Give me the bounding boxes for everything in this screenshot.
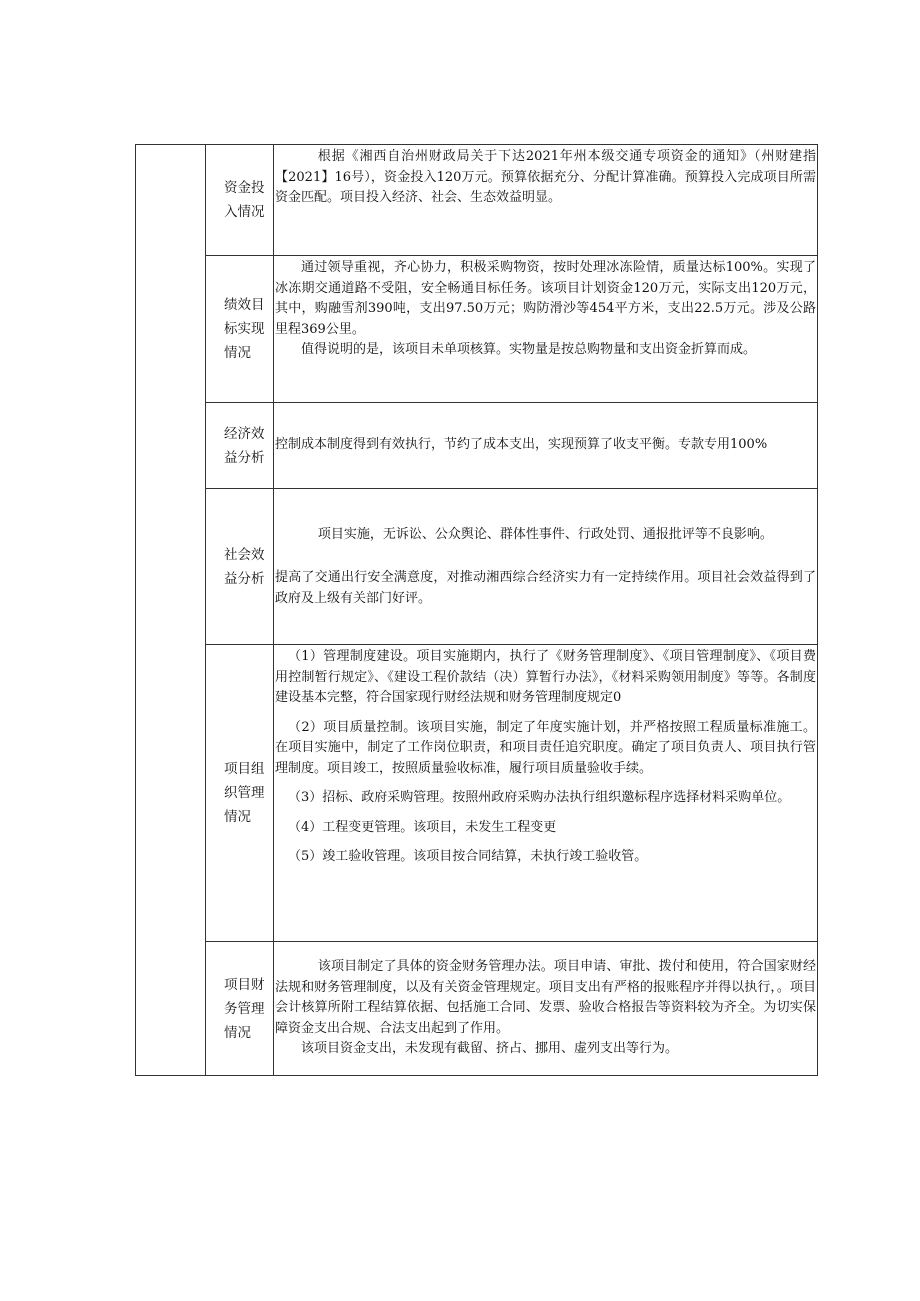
- performance-evaluation-table: [135, 144, 818, 1076]
- table-row: [136, 489, 818, 645]
- row-content-economic-benefit: [274, 403, 818, 489]
- table-row: [136, 256, 818, 403]
- performance-paragraph-2: 值得说明的是，该项目未单项核算。实物量是按总购物量和支出资金折算而成。: [301, 342, 757, 357]
- merged-category-cell: [136, 145, 206, 1076]
- table-row: [136, 145, 818, 256]
- performance-paragraph-1: 通过领导重视，齐心协力，积极采购物资，按时处理冰冻险情，质量达标100%。实现了冰冻期交通道路不受阻，安全畅通目标任务。该项目计划资金120万元，实际支出120万元，其中，购融雪剂390吨，支出97.50万元；购防滑沙等454平方米，支出22.5万元。涉及公路里程369公里。: [275, 260, 816, 337]
- financial-paragraph-2: 该项目资金支出，未发现有截留、挤占、挪用、虚列支出等行为。: [301, 1041, 679, 1057]
- organization-item-4: （4）工程变更管理。该项目，未发生工程变更: [288, 819, 557, 835]
- table-row: [136, 942, 818, 1076]
- row-label-social-benefit: 社会效益分析: [206, 489, 274, 645]
- row-content-project-organization: [274, 645, 818, 942]
- row-content-funding: [274, 145, 818, 256]
- row-content-social-benefit: [274, 489, 818, 645]
- row-label-project-organization: 项目组织管理情况: [206, 645, 274, 942]
- financial-paragraph-1: 该项目制定了具体的资金财务管理办法。项目申请、审批、拨付和使用，符合国家财经法规和财务管理制度，以及有关资金管理规定。项目支出有严格的报账程序并得以执行，。项目会计核算所附工程结算依据、包括施工合同、发票、验收合格报告等资料较为齐全。为切实保障资金支出合规、合法支出起到了作用。: [275, 959, 816, 1036]
- table-row: [136, 403, 818, 489]
- social-paragraph-1: 项目实施，无诉讼、公众舆论、群体性事件、行政处罚、通报批评等不良影响。: [317, 527, 773, 542]
- economic-paragraph: 控制成本制度得到有效执行，节约了成本支出，实现预算了收支平衡。专款专用100%: [275, 437, 768, 453]
- row-label-financial-management: 项目财务管理情况: [206, 942, 274, 1076]
- organization-item-1: （1）管理制度建设。项目实施期内，执行了《财务管理制度》、《项目管理制度》、《项目费用控制暂行规定》、《建设工程价款结（决）算暂行办法》，《材料采购领用制度》等等。各制度建设基本完整，符合国家现行财经法规和财务管理制度规定0: [275, 649, 816, 705]
- row-label-funding: 资金投入情况: [206, 145, 274, 256]
- social-paragraph-2: 提高了交通出行安全满意度，对推动湘西综合经济实力有一定持续作用。项目社会效益得到了政府及上级有关部门好评。: [275, 570, 816, 606]
- organization-item-5: （5）竣工验收管理。该项目按合同结算，未执行竣工验收管。: [288, 849, 648, 864]
- row-content-performance-goal: [274, 256, 818, 403]
- row-label-performance-goal: 绩效目标实现情况: [206, 256, 274, 403]
- organization-item-2: （2）项目质量控制。该项目实施，制定了年度实施计划，并严格按照工程质量标准施工。在项目实施中，制定了工作岗位职责，和项目责任追究职度。确定了项目负责人、项目执行管理制度。项目竣工，按照质量验收标准，履行项目质量验收手续。: [275, 719, 816, 776]
- table-row: [136, 645, 818, 942]
- row-label-economic-benefit: 经济效益分析: [206, 403, 274, 489]
- funding-paragraph: 根据《湘西自治州财政局关于下达2021年州本级交通专项资金的通知》（州财建指【2021】16号），资金投入120万元。预算依据充分、分配计算准确。预算投入完成项目所需资金匹配。项目投入经济、社会、生态效益明显。: [275, 149, 816, 205]
- row-content-financial-management: [274, 942, 818, 1076]
- organization-item-3: （3）招标、政府采购管理。按照州政府采购办法执行组织邀标程序选择材料采购单位。: [288, 790, 791, 805]
